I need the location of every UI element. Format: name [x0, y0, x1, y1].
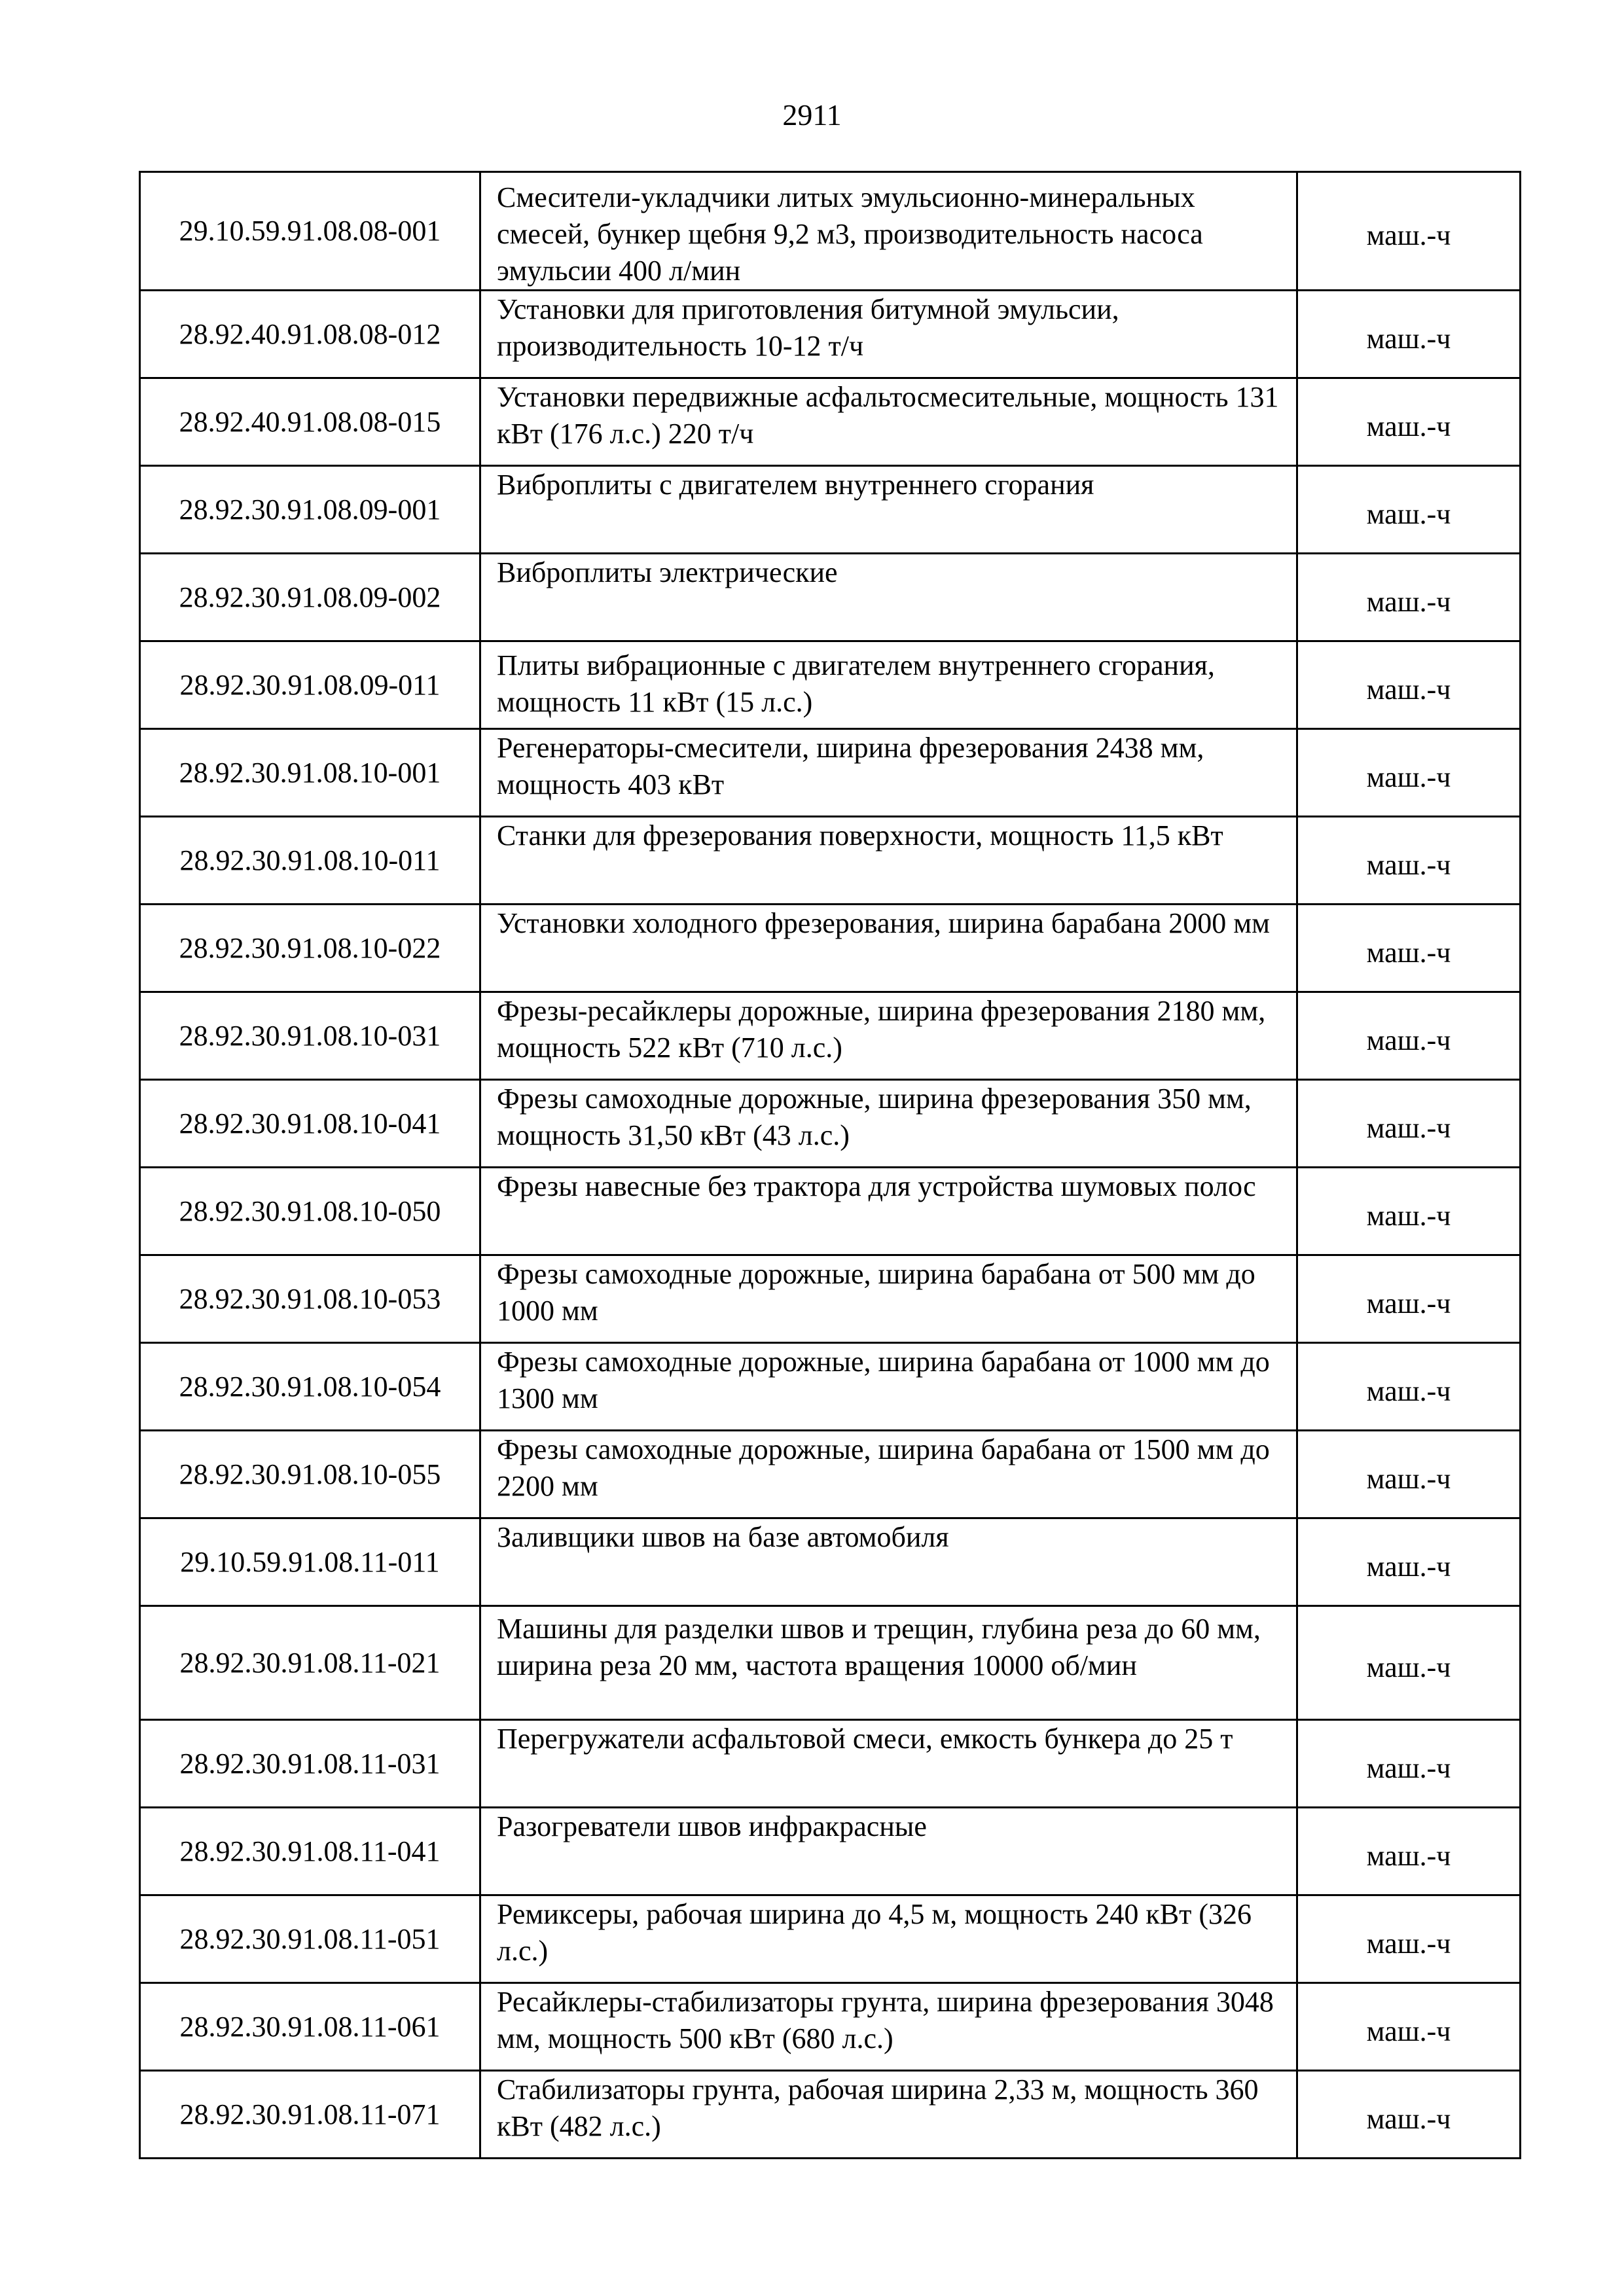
resource-name-cell: Машины для разделки швов и трещин, глубина реза до 60 мм, ширина реза 20 мм, частота вращения 10000 об/мин — [480, 1606, 1297, 1720]
unit-cell: маш.-ч — [1297, 1518, 1521, 1606]
resource-code-cell: 28.92.30.91.08.11-031 — [140, 1720, 480, 1808]
resource-code-cell: 28.92.30.91.08.10-022 — [140, 905, 480, 992]
table-row — [140, 817, 1521, 905]
resource-code-cell: 28.92.30.91.08.11-051 — [140, 1895, 480, 1983]
table-row — [140, 554, 1521, 641]
unit-cell: маш.-ч — [1297, 1431, 1521, 1518]
resource-code-cell: 28.92.30.91.08.10-041 — [140, 1080, 480, 1168]
resource-code-cell: 28.92.40.91.08.08-012 — [140, 291, 480, 378]
table-row — [140, 905, 1521, 992]
resource-code-cell: 28.92.30.91.08.11-071 — [140, 2071, 480, 2159]
resource-name-cell: Фрезы навесные без трактора для устройства шумовых полос — [480, 1168, 1297, 1255]
unit-cell: маш.-ч — [1297, 817, 1521, 905]
unit-cell: маш.-ч — [1297, 992, 1521, 1080]
unit-cell: маш.-ч — [1297, 1983, 1521, 2071]
resource-name-cell: Станки для фрезерования поверхности, мощность 11,5 кВт — [480, 817, 1297, 905]
table-row — [140, 1518, 1521, 1606]
unit-cell: маш.-ч — [1297, 554, 1521, 641]
table-row — [140, 729, 1521, 817]
unit-cell: маш.-ч — [1297, 1895, 1521, 1983]
unit-cell: маш.-ч — [1297, 466, 1521, 554]
table-row — [140, 1983, 1521, 2071]
resource-name-cell: Виброплиты электрические — [480, 554, 1297, 641]
table-row — [140, 1720, 1521, 1808]
resource-code-cell: 28.92.30.91.08.11-021 — [140, 1606, 480, 1720]
unit-cell: маш.-ч — [1297, 2071, 1521, 2159]
resource-name-cell: Виброплиты с двигателем внутреннего сгорания — [480, 466, 1297, 554]
resource-code-cell: 28.92.30.91.08.10-053 — [140, 1255, 480, 1343]
table-row — [140, 378, 1521, 466]
table-row — [140, 1431, 1521, 1518]
unit-cell: маш.-ч — [1297, 641, 1521, 729]
resource-code-cell: 28.92.30.91.08.09-002 — [140, 554, 480, 641]
table-row — [140, 1606, 1521, 1720]
resource-code-cell: 29.10.59.91.08.08-001 — [140, 172, 480, 291]
resource-name-cell: Плиты вибрационные с двигателем внутреннего сгорания, мощность 11 кВт (15 л.с.) — [480, 641, 1297, 729]
table-row — [140, 466, 1521, 554]
resource-code-cell: 28.92.30.91.08.09-001 — [140, 466, 480, 554]
unit-cell: маш.-ч — [1297, 1720, 1521, 1808]
resource-name-cell: Ремиксеры, рабочая ширина до 4,5 м, мощность 240 кВт (326 л.с.) — [480, 1895, 1297, 1983]
resource-code-cell: 29.10.59.91.08.11-011 — [140, 1518, 480, 1606]
table-row — [140, 291, 1521, 378]
resource-name-cell: Ресайклеры-стабилизаторы грунта, ширина фрезерования 3048 мм, мощность 500 кВт (680 л.с.) — [480, 1983, 1297, 2071]
unit-cell: маш.-ч — [1297, 1808, 1521, 1895]
resource-name-cell: Смесители-укладчики литых эмульсионно-минеральных смесей, бункер щебня 9,2 м3, производительность насоса эмульсии 400 л/мин — [480, 172, 1297, 291]
resource-code-cell: 28.92.30.91.08.10-001 — [140, 729, 480, 817]
resource-name-cell: Установки передвижные асфальтосмесительные, мощность 131 кВт (176 л.с.) 220 т/ч — [480, 378, 1297, 466]
resource-code-cell: 28.92.30.91.08.10-054 — [140, 1343, 480, 1431]
table-body — [140, 172, 1521, 2159]
resource-code-cell: 28.92.30.91.08.10-055 — [140, 1431, 480, 1518]
resource-code-cell: 28.92.30.91.08.09-011 — [140, 641, 480, 729]
resource-name-cell: Разогреватели швов инфракрасные — [480, 1808, 1297, 1895]
unit-cell: маш.-ч — [1297, 1343, 1521, 1431]
unit-cell: маш.-ч — [1297, 729, 1521, 817]
resource-name-cell: Установки холодного фрезерования, ширина барабана 2000 мм — [480, 905, 1297, 992]
table-row — [140, 1343, 1521, 1431]
page-number: 2911 — [782, 98, 842, 132]
resource-name-cell: Регенераторы-смесители, ширина фрезерования 2438 мм, мощность 403 кВт — [480, 729, 1297, 817]
unit-cell: маш.-ч — [1297, 1255, 1521, 1343]
unit-cell: маш.-ч — [1297, 1606, 1521, 1720]
resource-name-cell: Фрезы самоходные дорожные, ширина фрезерования 350 мм, мощность 31,50 кВт (43 л.с.) — [480, 1080, 1297, 1168]
resource-name-cell: Установки для приготовления битумной эмульсии, производительность 10-12 т/ч — [480, 291, 1297, 378]
table-row — [140, 1255, 1521, 1343]
table-row — [140, 2071, 1521, 2159]
table-row — [140, 1808, 1521, 1895]
resource-name-cell: Фрезы самоходные дорожные, ширина барабана от 1500 мм до 2200 мм — [480, 1431, 1297, 1518]
table-row — [140, 1168, 1521, 1255]
resource-code-cell: 28.92.30.91.08.11-041 — [140, 1808, 480, 1895]
resource-name-cell: Стабилизаторы грунта, рабочая ширина 2,33 м, мощность 360 кВт (482 л.с.) — [480, 2071, 1297, 2159]
resource-name-cell: Перегружатели асфальтовой смеси, емкость бункера до 25 т — [480, 1720, 1297, 1808]
resource-name-cell: Фрезы самоходные дорожные, ширина барабана от 500 мм до 1000 мм — [480, 1255, 1297, 1343]
resource-table — [139, 171, 1521, 2159]
unit-cell: маш.-ч — [1297, 905, 1521, 992]
resource-code-cell: 28.92.30.91.08.10-031 — [140, 992, 480, 1080]
unit-cell: маш.-ч — [1297, 172, 1521, 291]
table-row — [140, 1895, 1521, 1983]
table-row — [140, 641, 1521, 729]
unit-cell: маш.-ч — [1297, 378, 1521, 466]
unit-cell: маш.-ч — [1297, 291, 1521, 378]
resource-code-cell: 28.92.30.91.08.10-050 — [140, 1168, 480, 1255]
unit-cell: маш.-ч — [1297, 1080, 1521, 1168]
table-row — [140, 172, 1521, 291]
table-row — [140, 992, 1521, 1080]
resource-code-cell: 28.92.30.91.08.11-061 — [140, 1983, 480, 2071]
resource-name-cell: Заливщики швов на базе автомобиля — [480, 1518, 1297, 1606]
resource-code-cell: 28.92.30.91.08.10-011 — [140, 817, 480, 905]
resource-name-cell: Фрезы самоходные дорожные, ширина барабана от 1000 мм до 1300 мм — [480, 1343, 1297, 1431]
resource-code-cell: 28.92.40.91.08.08-015 — [140, 378, 480, 466]
unit-cell: маш.-ч — [1297, 1168, 1521, 1255]
resource-name-cell: Фрезы-ресайклеры дорожные, ширина фрезерования 2180 мм, мощность 522 кВт (710 л.с.) — [480, 992, 1297, 1080]
table-row — [140, 1080, 1521, 1168]
